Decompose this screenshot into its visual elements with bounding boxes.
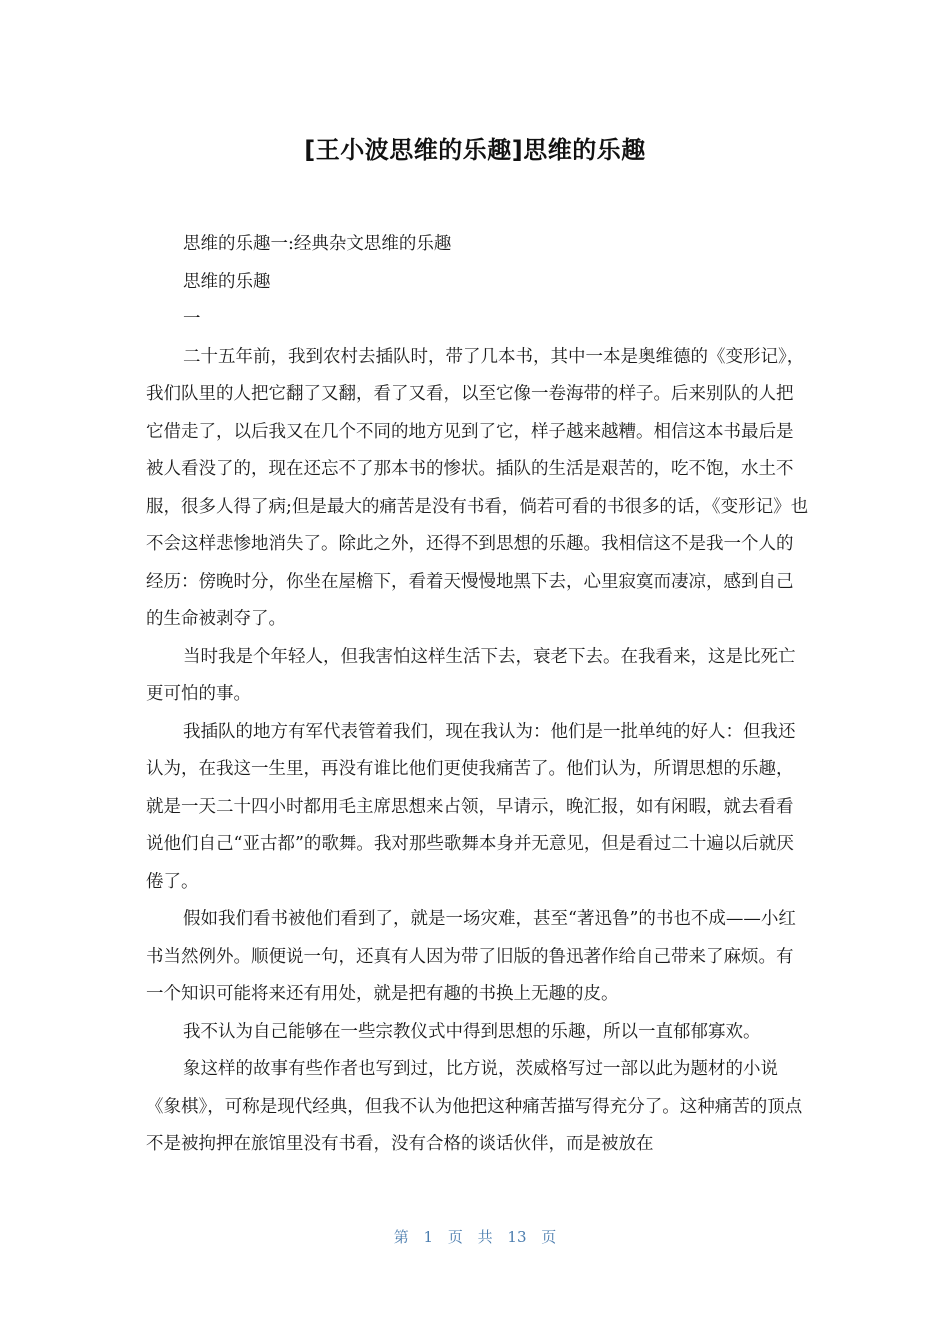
footer-page-number: 1 — [423, 1228, 434, 1246]
document-title: [王小波思维的乐趣]思维的乐趣 — [304, 136, 646, 164]
page-footer — [0, 1226, 950, 1247]
paragraph: 假如我们看书被他们看到了，就是一场灾难，甚至“著迅鲁”的书也不成——小红书当然例外。顺便说一句，还真有人因为带了旧版的鲁迅著作给自己带来了麻烦。有一个知识可能将来还有用处，就是把有趣的书换上无趣的皮。 — [146, 909, 796, 1004]
document-body — [146, 226, 810, 1164]
paragraph: 我插队的地方有军代表管着我们，现在我认为：他们是一批单纯的好人：但我还认为，在我这一生里，再没有谁比他们更使我痛苦了。他们认为，所谓思想的乐趣，就是一天二十四小时都用毛主席思想来占领，早请示，晚汇报，如有闲暇，就去看看说他们自己“亚古都”的歌舞。我对那些歌舞本身并无意见，但是看过二十遍以后就厌倦了。 — [146, 721, 796, 892]
paragraph: 思维的乐趣一:经典杂文思维的乐趣 — [183, 234, 452, 254]
footer-di: 第 — [393, 1228, 409, 1246]
paragraph: 一 — [183, 309, 201, 329]
paragraph: 象这样的故事有些作者也写到过，比方说，茨威格写过一部以此为题材的小说《象棋》，可称是现代经典，但我不认为他把这种痛苦描写得充分了。这种痛苦的顶点不是被拘押在旅馆里没有书看，没有合格的谈话伙伴，而是被放在 — [146, 1059, 803, 1154]
paragraph: 当时我是个年轻人，但我害怕这样生活下去，衰老下去。在我看来，这是比死亡更可怕的事。 — [146, 646, 796, 704]
footer-total-pages: 13 — [507, 1228, 527, 1246]
footer-ye: 页 — [447, 1228, 463, 1246]
paragraph: 二十五年前，我到农村去插队时，带了几本书，其中一本是奥维德的《变形记》，我们队里的人把它翻了又翻，看了又看，以至它像一卷海带的样子。后来别队的人把它借走了，以后我又在几个不同的地方见到了它，样子越来越糟。相信这本书最后是被人看没了的，现在还忘不了那本书的惨状。插队的生活是艰苦的，吃不饱，水土不服，很多人得了病;但是最大的痛苦是没有书看，倘若可看的书很多的话，《变形记》也不会这样悲惨地消失了。除此之外，还得不到思想的乐趣。我相信这不是我一个人的经历：傍晚时分，你坐在屋檐下，看着天慢慢地黑下去，心里寂寞而凄凉，感到自己的生命被剥夺了。 — [146, 346, 809, 629]
paragraph: 我不认为自己能够在一些宗教仪式中得到思想的乐趣，所以一直郁郁寡欢。 — [183, 1021, 761, 1042]
paragraph: 思维的乐趣 — [183, 271, 271, 292]
footer-ye2: 页 — [541, 1228, 557, 1246]
footer-gong: 共 — [477, 1228, 493, 1246]
